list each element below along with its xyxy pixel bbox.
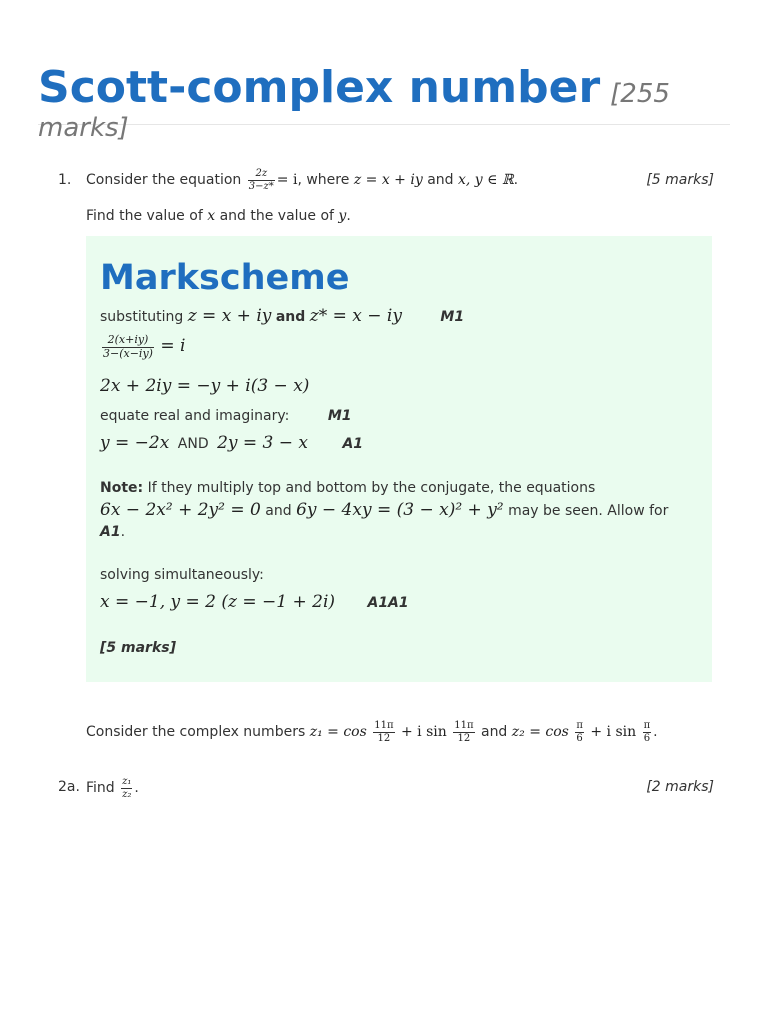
mark-m1: M1	[327, 408, 352, 424]
question-number: 2a.	[58, 779, 80, 795]
frac-num: z₁	[122, 776, 132, 787]
ms-sub-text: substituting	[100, 309, 184, 325]
q2-z1-frac1	[373, 720, 394, 744]
ms-fraction	[102, 334, 154, 360]
q1-z-def: z = x + iy	[353, 172, 423, 188]
ms-solving: solving simultaneously:	[100, 567, 264, 583]
ms-note-tail: may be seen. Allow for	[508, 503, 669, 519]
frac-den: 6	[643, 732, 651, 744]
ms-eq-a: y = −2x	[100, 433, 170, 453]
question-2a-text	[86, 776, 139, 800]
q1-frac-num: 2z	[248, 168, 275, 181]
total-marks: [255 marks]	[38, 79, 670, 143]
ms-sub-zstar: z* = x − iy	[309, 306, 402, 326]
mark-m1: M1	[440, 309, 465, 325]
ms-note-eq2: 6y − 4xy = (3 − x)² + y²	[296, 500, 504, 520]
ms-note-line3	[100, 524, 125, 540]
ms-equate-text: equate real and imaginary:	[100, 408, 290, 424]
q2-z2-mid: + i sin	[590, 724, 637, 740]
markscheme-title: Markscheme	[100, 258, 350, 298]
mark-a1: A1	[342, 436, 364, 452]
ms-solution-line	[100, 592, 409, 612]
ms-note-period: .	[120, 524, 126, 540]
q2-stem-a: Consider the complex numbers	[86, 724, 306, 740]
question-marks: [5 marks]	[646, 172, 714, 188]
q1-find-a: Find the value of	[86, 208, 203, 224]
q2-z2-lhs: z₂ = cos	[511, 724, 569, 740]
q1-text-and: and	[427, 172, 454, 188]
frac-num: 11π	[454, 720, 474, 731]
frac-num: π	[643, 720, 651, 731]
q2-stem-end: .	[653, 724, 658, 740]
question-marks: [2 marks]	[646, 779, 714, 795]
mark-a1: A1	[100, 524, 121, 540]
ms-substituting	[100, 306, 464, 326]
page-header	[38, 62, 730, 143]
q1-fraction	[248, 168, 275, 192]
ms-note-text: If they multiply top and bottom by the conjugate, the equations	[147, 480, 596, 496]
ms-sub-z: z = x + iy	[187, 306, 272, 326]
q1-find-x: x	[207, 208, 216, 224]
ms-note-eq1: 6x − 2x² + 2y² = 0	[100, 500, 261, 520]
q2a-fraction	[121, 776, 132, 800]
q1-eq-i: = i	[276, 172, 298, 188]
frac-den: 12	[377, 732, 391, 744]
ms-eq-and: AND	[177, 436, 209, 452]
q1-find-c: .	[346, 208, 351, 224]
ms-note-line2	[100, 500, 668, 520]
ms-frac-den: 3−(x−iy)	[103, 346, 153, 360]
question-number: 1.	[58, 172, 72, 188]
q1-find-y: y	[338, 208, 347, 224]
mark-a1a1: A1A1	[367, 595, 409, 611]
q2a-end: .	[134, 780, 139, 796]
ms-note-label: Note:	[100, 480, 144, 496]
ms-frac-rhs: = i	[160, 336, 186, 357]
ms-system-line	[100, 433, 363, 453]
ms-equate	[100, 408, 352, 424]
frac-den: 6	[576, 732, 583, 744]
question-1-text	[86, 168, 518, 192]
frac-num: π	[576, 720, 583, 731]
page-title: Scott-complex number	[38, 62, 601, 113]
ms-sub-and: and	[275, 309, 306, 325]
question-1-find	[86, 208, 351, 224]
ms-total-marks: [5 marks]	[100, 640, 176, 656]
question-2-stem	[86, 720, 658, 744]
q1-text-before: Consider the equation	[86, 172, 242, 188]
frac-den: z₂	[122, 788, 132, 800]
ms-note-line1	[100, 480, 595, 496]
q2a-text: Find	[86, 780, 115, 796]
q2-z2-frac1	[575, 720, 584, 744]
q2-z1-mid: + i sin	[400, 724, 447, 740]
ms-fraction-line	[100, 334, 186, 360]
q2-z1-frac2	[453, 720, 474, 744]
q2-stem-and: and	[480, 724, 508, 740]
ms-note-and: and	[265, 503, 292, 519]
q1-xy-real: x, y ∈ ℝ	[457, 172, 514, 188]
q2-z2-frac2	[643, 720, 652, 744]
q2-z1-lhs: z₁ = cos	[309, 724, 367, 740]
ms-equation-line: 2x + 2iy = −y + i(3 − x)	[100, 376, 310, 396]
q1-frac-den: 3−z*	[248, 180, 274, 192]
frac-num: 11π	[374, 720, 394, 731]
ms-eq-b: 2y = 3 − x	[217, 433, 308, 453]
q1-text-end: .	[513, 172, 519, 188]
ms-frac-num: 2(x+iy)	[102, 334, 154, 348]
markscheme-box	[86, 236, 712, 682]
ms-solution: x = −1, y = 2 (z = −1 + 2i)	[100, 592, 336, 612]
q1-find-b: and the value of	[219, 208, 334, 224]
frac-den: 12	[457, 732, 471, 744]
q1-text-where: , where	[297, 172, 350, 188]
